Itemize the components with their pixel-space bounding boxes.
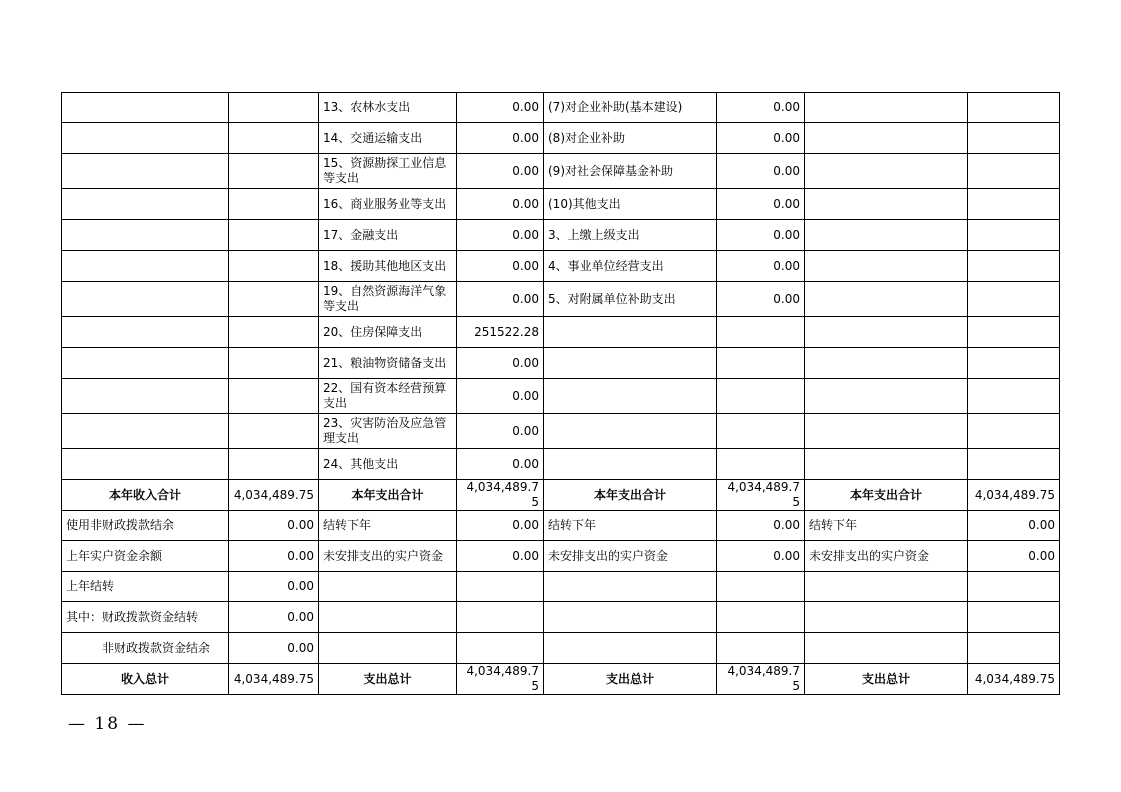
expense-economic-cell: 5、对附属单位补助支出 (544, 282, 717, 317)
expense-category-cell: 18、援助其他地区支出 (319, 251, 457, 282)
income-item-cell (62, 317, 229, 348)
expense-extra-cell (805, 220, 968, 251)
expense-extra-cell (805, 414, 968, 449)
income-amount-cell (229, 251, 319, 282)
expense-category-cell: 未安排支出的实户资金 (319, 541, 457, 572)
table-row (62, 282, 1060, 317)
expense-extra-cell (805, 602, 968, 633)
expense-economic-amount-cell: 0.00 (717, 220, 805, 251)
income-item-cell (62, 220, 229, 251)
expense-economic-cell: 未安排支出的实户资金 (544, 541, 717, 572)
expense-extra-amount-cell (968, 317, 1060, 348)
income-item-cell (62, 123, 229, 154)
expense-economic-amount-cell (717, 348, 805, 379)
expense-category-amount-cell: 0.00 (457, 189, 544, 220)
income-amount-cell (229, 317, 319, 348)
expense-economic-amount-cell (717, 317, 805, 348)
expense-economic-cell (544, 317, 717, 348)
expense-extra-amount-cell: 0.00 (968, 541, 1060, 572)
table-row (62, 189, 1060, 220)
expense-extra-cell (805, 123, 968, 154)
expense-economic-cell: (10)其他支出 (544, 189, 717, 220)
expense-extra-cell (805, 189, 968, 220)
table-row (62, 414, 1060, 449)
expense-category-cell: 23、灾害防治及应急管理支出 (319, 414, 457, 449)
expense-category-amount-cell: 251522.28 (457, 317, 544, 348)
expense-economic-amount-cell: 0.00 (717, 154, 805, 189)
income-amount-cell: 0.00 (229, 633, 319, 664)
expense-extra-amount-cell: 4,034,489.75 (968, 664, 1060, 695)
table-row (62, 251, 1060, 282)
expense-economic-amount-cell (717, 379, 805, 414)
income-item-cell (62, 379, 229, 414)
expense-category-amount-cell (457, 633, 544, 664)
table-row (62, 123, 1060, 154)
expense-category-amount-cell: 0.00 (457, 541, 544, 572)
income-item-cell (62, 251, 229, 282)
expense-category-cell: 本年支出合计 (319, 480, 457, 511)
table-row (62, 480, 1060, 511)
expense-extra-cell (805, 154, 968, 189)
expense-category-cell (319, 572, 457, 602)
income-item-cell (62, 449, 229, 480)
expense-economic-amount-cell (717, 602, 805, 633)
table-row (62, 93, 1060, 123)
expense-economic-amount-cell: 0.00 (717, 511, 805, 541)
expense-extra-amount-cell (968, 379, 1060, 414)
expense-economic-amount-cell (717, 633, 805, 664)
expense-economic-cell (544, 414, 717, 449)
expense-extra-cell (805, 93, 968, 123)
expense-category-cell (319, 602, 457, 633)
expense-extra-amount-cell (968, 251, 1060, 282)
expense-economic-cell (544, 602, 717, 633)
table-row (62, 633, 1060, 664)
expense-economic-cell: 4、事业单位经营支出 (544, 251, 717, 282)
expense-economic-amount-cell: 0.00 (717, 189, 805, 220)
expense-category-amount-cell: 0.00 (457, 123, 544, 154)
table-row (62, 602, 1060, 633)
income-item-cell: 使用非财政拨款结余 (62, 511, 229, 541)
expense-extra-amount-cell: 4,034,489.75 (968, 480, 1060, 511)
expense-category-amount-cell: 0.00 (457, 282, 544, 317)
expense-economic-cell: 本年支出合计 (544, 480, 717, 511)
income-item-cell: 上年结转 (62, 572, 229, 602)
expense-category-amount-cell: 0.00 (457, 449, 544, 480)
expense-category-cell (319, 633, 457, 664)
expense-extra-cell (805, 572, 968, 602)
table-row (62, 664, 1060, 695)
expense-extra-cell: 支出总计 (805, 664, 968, 695)
income-item-cell: 收入总计 (62, 664, 229, 695)
expense-economic-amount-cell: 0.00 (717, 93, 805, 123)
expense-extra-amount-cell (968, 572, 1060, 602)
income-amount-cell: 0.00 (229, 602, 319, 633)
table-row (62, 541, 1060, 572)
expense-extra-amount-cell (968, 220, 1060, 251)
expense-category-amount-cell: 0.00 (457, 93, 544, 123)
table-row (62, 317, 1060, 348)
income-item-cell (62, 93, 229, 123)
income-item-cell: 本年收入合计 (62, 480, 229, 511)
expense-category-amount-cell: 0.00 (457, 414, 544, 449)
table-body (62, 93, 1060, 695)
expense-category-cell: 24、其他支出 (319, 449, 457, 480)
expense-extra-amount-cell (968, 154, 1060, 189)
expense-economic-cell: 结转下年 (544, 511, 717, 541)
expense-economic-cell: 支出总计 (544, 664, 717, 695)
expense-extra-amount-cell (968, 93, 1060, 123)
table-row (62, 449, 1060, 480)
expense-economic-cell (544, 449, 717, 480)
income-amount-cell: 0.00 (229, 572, 319, 602)
expense-extra-amount-cell (968, 602, 1060, 633)
expense-extra-amount-cell (968, 449, 1060, 480)
expense-category-amount-cell: 0.00 (457, 251, 544, 282)
expense-extra-amount-cell: 0.00 (968, 511, 1060, 541)
expense-extra-cell (805, 282, 968, 317)
expense-category-cell: 15、资源勘探工业信息等支出 (319, 154, 457, 189)
expense-economic-cell: 3、上缴上级支出 (544, 220, 717, 251)
income-amount-cell: 4,034,489.75 (229, 664, 319, 695)
expense-category-amount-cell: 0.00 (457, 511, 544, 541)
expense-extra-amount-cell (968, 123, 1060, 154)
expense-category-cell: 20、住房保障支出 (319, 317, 457, 348)
income-amount-cell: 0.00 (229, 541, 319, 572)
income-amount-cell (229, 154, 319, 189)
expense-economic-cell (544, 633, 717, 664)
expense-economic-amount-cell (717, 449, 805, 480)
expense-extra-amount-cell (968, 414, 1060, 449)
income-amount-cell (229, 449, 319, 480)
expense-category-cell: 13、农林水支出 (319, 93, 457, 123)
income-item-cell (62, 189, 229, 220)
expense-extra-cell (805, 379, 968, 414)
income-amount-cell (229, 348, 319, 379)
expense-economic-amount-cell: 4,034,489.75 (717, 480, 805, 511)
expense-category-amount-cell: 0.00 (457, 220, 544, 251)
expense-economic-cell: (8)对企业补助 (544, 123, 717, 154)
table-row (62, 379, 1060, 414)
expense-economic-cell: (7)对企业补助(基本建设) (544, 93, 717, 123)
table-row (62, 348, 1060, 379)
expense-extra-amount-cell (968, 189, 1060, 220)
expense-extra-cell (805, 633, 968, 664)
expense-extra-cell (805, 348, 968, 379)
income-item-cell (62, 414, 229, 449)
expense-extra-amount-cell (968, 348, 1060, 379)
expense-category-cell: 结转下年 (319, 511, 457, 541)
expense-category-cell: 17、金融支出 (319, 220, 457, 251)
income-item-cell (62, 154, 229, 189)
expense-economic-cell (544, 379, 717, 414)
expense-category-amount-cell: 0.00 (457, 154, 544, 189)
expense-extra-cell (805, 449, 968, 480)
expense-extra-cell (805, 251, 968, 282)
expense-category-cell: 16、商业服务业等支出 (319, 189, 457, 220)
expense-economic-cell (544, 572, 717, 602)
expense-category-amount-cell: 4,034,489.75 (457, 664, 544, 695)
expense-category-cell: 14、交通运输支出 (319, 123, 457, 154)
expense-economic-cell: (9)对社会保障基金补助 (544, 154, 717, 189)
expense-category-cell: 21、粮油物资储备支出 (319, 348, 457, 379)
income-item-cell: 其中：财政拨款资金结转 (62, 602, 229, 633)
expense-extra-cell: 结转下年 (805, 511, 968, 541)
page-number: — 18 — (68, 714, 147, 734)
expense-economic-amount-cell (717, 414, 805, 449)
expense-economic-amount-cell: 0.00 (717, 541, 805, 572)
table-row (62, 572, 1060, 602)
income-item-cell (62, 348, 229, 379)
expense-category-cell: 支出总计 (319, 664, 457, 695)
table-row (62, 511, 1060, 541)
budget-table (61, 92, 1060, 695)
expense-economic-amount-cell: 0.00 (717, 123, 805, 154)
expense-extra-amount-cell (968, 282, 1060, 317)
expense-category-cell: 22、国有资本经营预算支出 (319, 379, 457, 414)
income-item-cell (62, 282, 229, 317)
expense-economic-amount-cell: 0.00 (717, 282, 805, 317)
expense-economic-cell (544, 348, 717, 379)
income-item-cell: 非财政拨款资金结余 (62, 633, 229, 664)
expense-category-cell: 19、自然资源海洋气象等支出 (319, 282, 457, 317)
expense-category-amount-cell: 4,034,489.75 (457, 480, 544, 511)
expense-extra-amount-cell (968, 633, 1060, 664)
expense-extra-cell: 未安排支出的实户资金 (805, 541, 968, 572)
expense-category-amount-cell: 0.00 (457, 379, 544, 414)
expense-category-amount-cell: 0.00 (457, 348, 544, 379)
expense-economic-amount-cell: 0.00 (717, 251, 805, 282)
expense-economic-amount-cell (717, 572, 805, 602)
table-row (62, 220, 1060, 251)
income-amount-cell (229, 189, 319, 220)
expense-category-amount-cell (457, 602, 544, 633)
income-amount-cell (229, 93, 319, 123)
table-row (62, 154, 1060, 189)
income-amount-cell (229, 414, 319, 449)
expense-extra-cell: 本年支出合计 (805, 480, 968, 511)
income-amount-cell: 0.00 (229, 511, 319, 541)
income-amount-cell (229, 282, 319, 317)
income-amount-cell (229, 220, 319, 251)
expense-category-amount-cell (457, 572, 544, 602)
income-item-cell: 上年实户资金余额 (62, 541, 229, 572)
income-amount-cell: 4,034,489.75 (229, 480, 319, 511)
expense-extra-cell (805, 317, 968, 348)
income-amount-cell (229, 123, 319, 154)
income-amount-cell (229, 379, 319, 414)
expense-economic-amount-cell: 4,034,489.75 (717, 664, 805, 695)
